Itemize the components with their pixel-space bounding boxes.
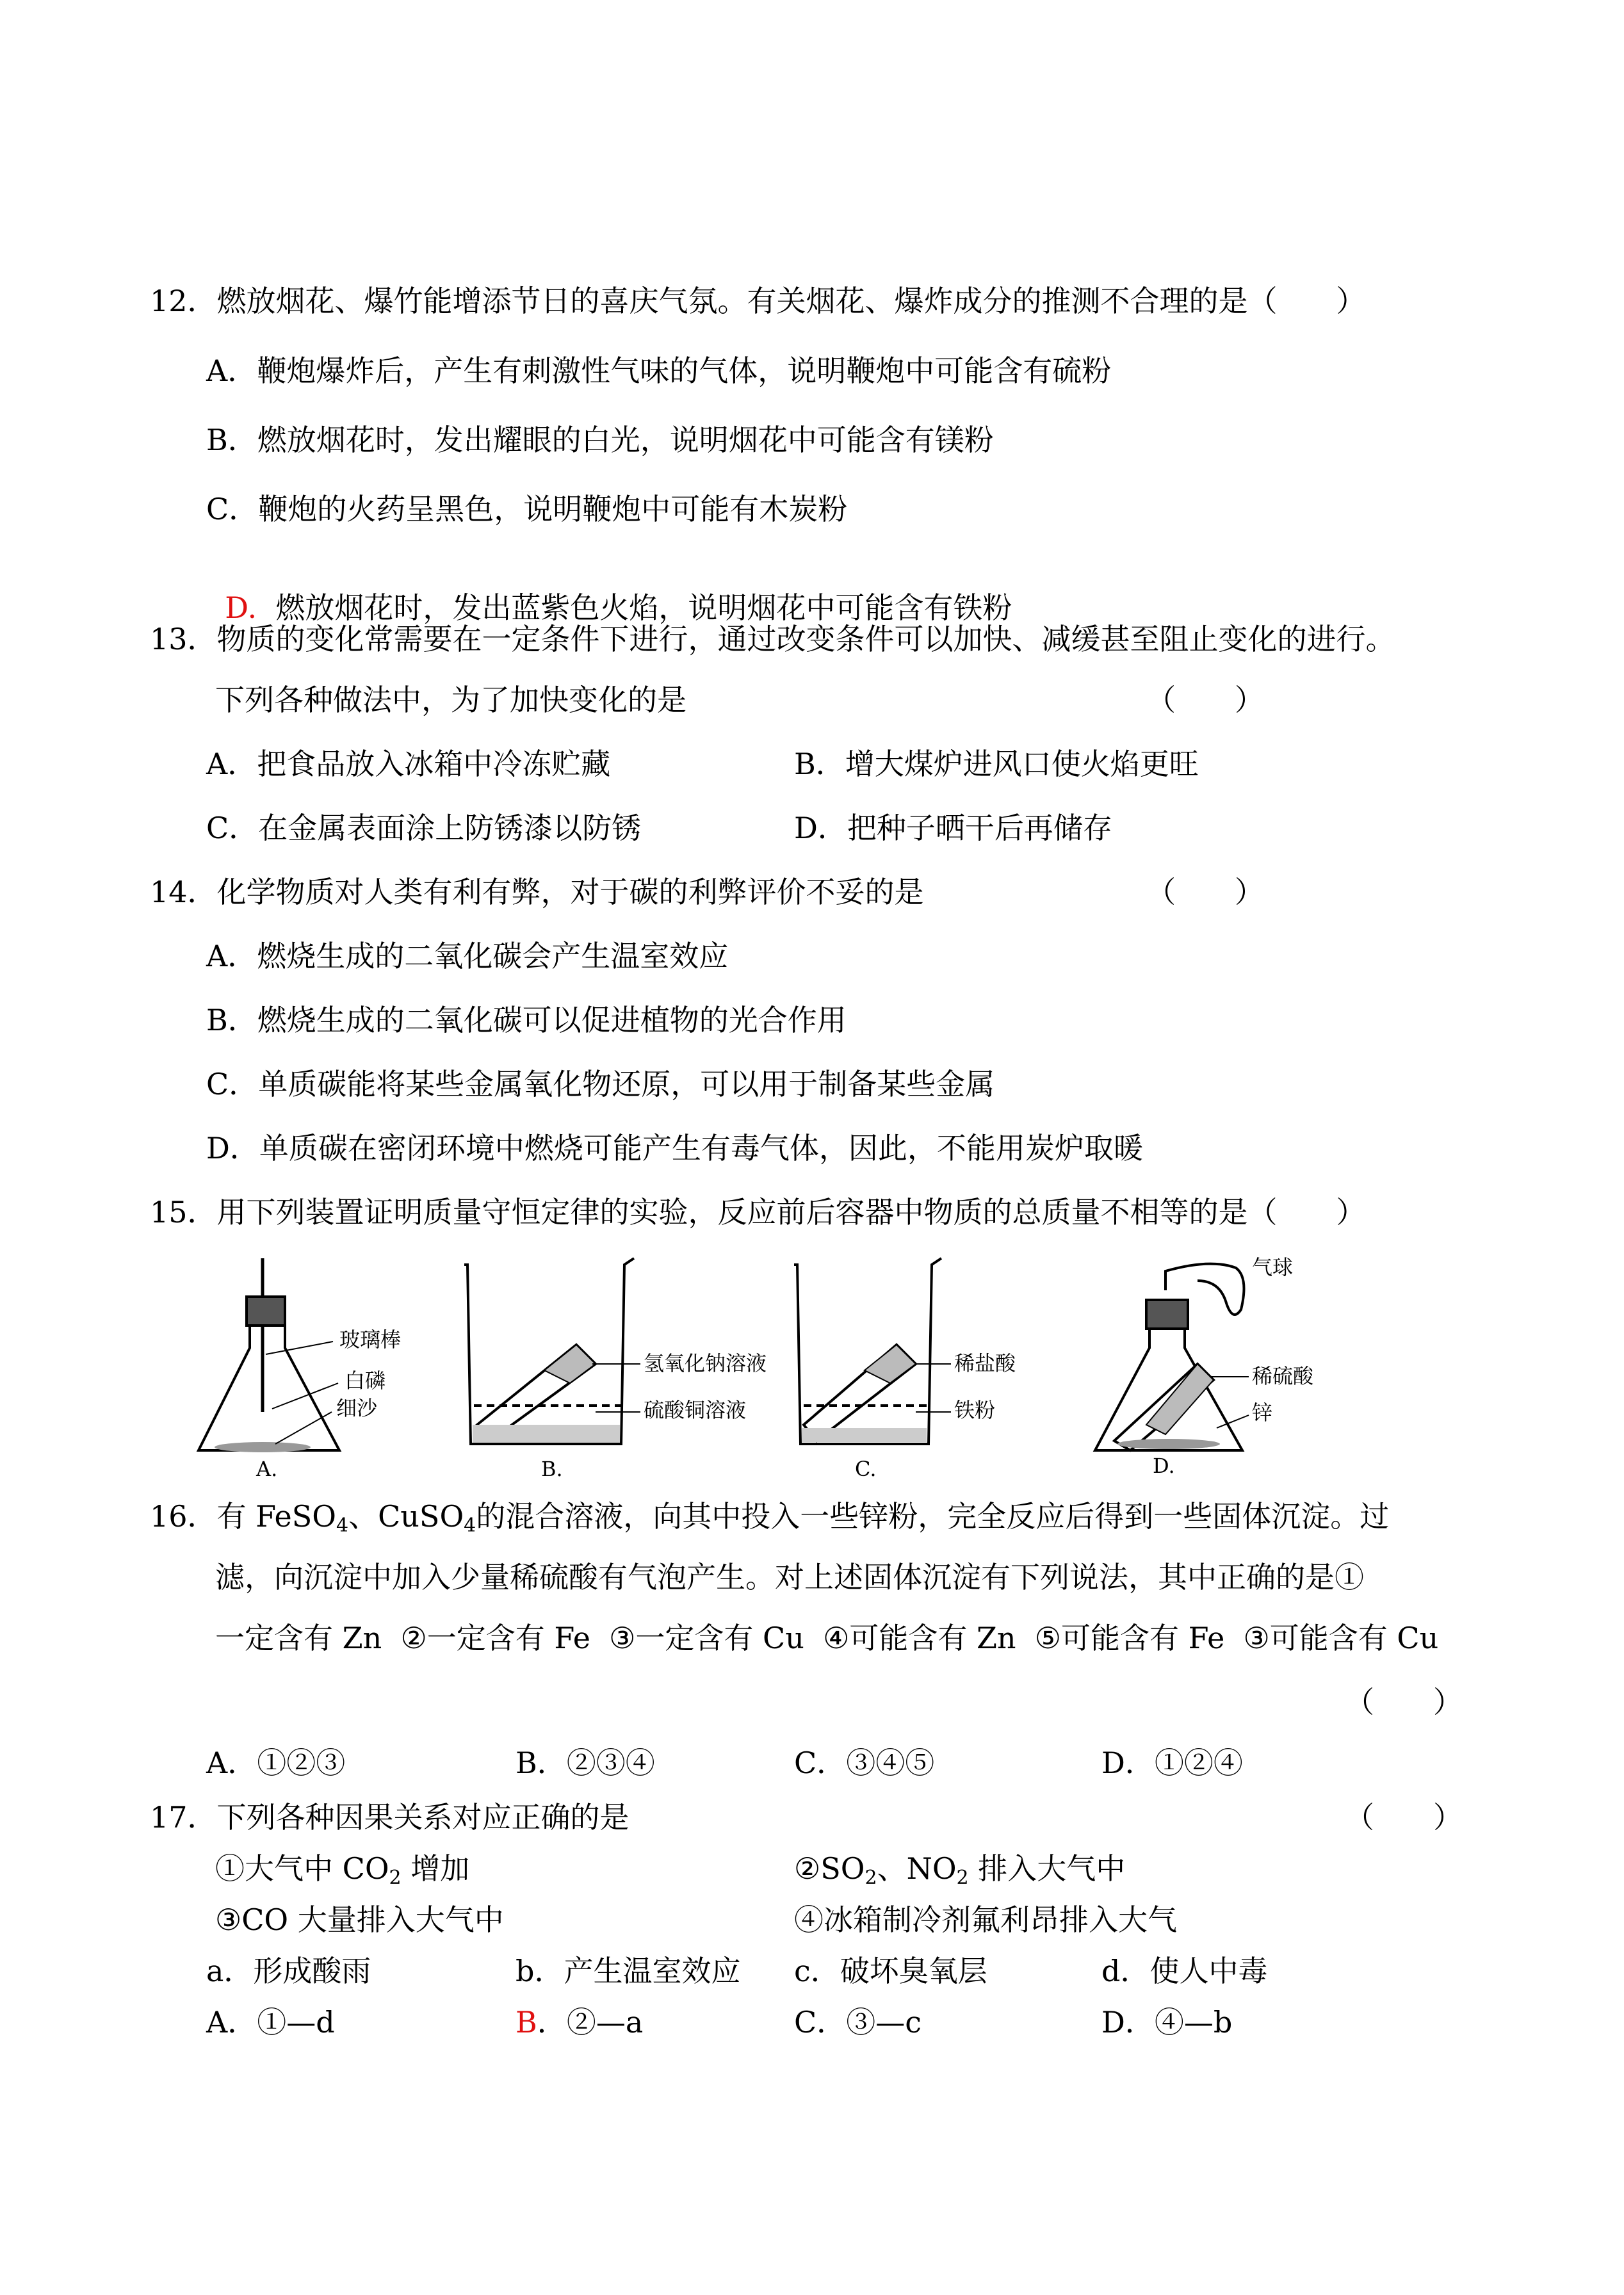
q14-option-a: A．燃烧生成的二氧化碳会产生温室效应	[206, 939, 729, 973]
q17-answer-paren: （ ）	[1345, 1800, 1463, 1835]
q16-option-c: C．③④⑤	[794, 1746, 935, 1780]
q16-stem-line3: 一定含有 Zn ②一定含有 Fe ③一定含有 Cu ④可能含有 Zn ⑤可能含有 Fe ③可能含有 Cu	[215, 1621, 1439, 1655]
q17-cause-3: ③CO 大量排入大气中	[215, 1902, 504, 1937]
label-fine-sand: 细沙	[336, 1396, 378, 1420]
q13-stem-line2: 下列各种做法中，为了加快变化的是	[215, 683, 686, 717]
label-cuso4-solution: 硫酸铜溶液	[644, 1398, 747, 1422]
label-glass-rod: 玻璃棒	[339, 1327, 402, 1352]
label-naoh-solution: 氢氧化钠溶液	[644, 1351, 767, 1375]
q17-cause-4: ④冰箱制冷剂氟利昂排入大气	[794, 1902, 1177, 1937]
q14-answer-paren: （ ）	[1146, 875, 1264, 909]
q16-option-d: D．①②④	[1101, 1746, 1243, 1780]
q13-option-c: C．在金属表面涂上防锈漆以防锈	[206, 811, 642, 845]
q17-effect-a: a．形成酸雨	[206, 1954, 371, 1988]
q14-option-c: C．单质碳能将某些金属氧化物还原，可以用于制备某些金属	[206, 1067, 995, 1101]
q17-option-b-text: ．②—a	[537, 2005, 644, 2040]
q16-stem-line1: 16．有 FeSO$_4$、CuSO$_4$的混合溶液，向其中投入一些锌粉，完全反应后得到一些固体沉淀。过	[150, 1499, 1390, 1537]
q15-apparatus-figure	[186, 1252, 1466, 1482]
q13-stem-line1: 13．物质的变化常需要在一定条件下进行，通过改变条件可以加快、减缓甚至阻止变化的进行。	[150, 622, 1395, 656]
q16-option-a: A．①②③	[206, 1746, 346, 1780]
q17-stem: 17．下列各种因果关系对应正确的是	[150, 1800, 629, 1835]
q16-option-b: B．②③④	[516, 1746, 655, 1780]
q17-option-b	[516, 2005, 644, 2040]
q17-option-b-letter: B	[516, 2005, 537, 2040]
label-iron-powder: 铁粉	[954, 1398, 996, 1422]
q14-option-d: D．单质碳在密闭环境中燃烧可能产生有毒气体，因此，不能用炭炉取暖	[206, 1131, 1143, 1165]
caption-c: C.	[855, 1457, 877, 1481]
q17-cause-1: ①大气中 $CO_2$ 增加	[215, 1851, 470, 1889]
caption-d: D.	[1153, 1454, 1175, 1478]
q16-answer-paren: （ ）	[1345, 1685, 1463, 1719]
q17-effect-b: b．产生温室效应	[516, 1954, 741, 1988]
q17-option-c: C．③—c	[794, 2005, 922, 2040]
q17-effect-c: c．破坏臭氧层	[794, 1954, 987, 1988]
caption-b: B.	[541, 1457, 563, 1481]
q12-option-b: B．燃放烟花时，发出耀眼的白光，说明烟花中可能含有镁粉	[206, 423, 994, 457]
apparatus-c	[794, 1258, 951, 1444]
label-dilute-h2so4: 稀硫酸	[1252, 1364, 1314, 1388]
label-zinc: 锌	[1252, 1400, 1273, 1425]
q15-stem: 15．用下列装置证明质量守恒定律的实验，反应前后容器中物质的总质量不相等的是（ ）	[150, 1195, 1366, 1229]
q16-stem-line2: 滤，向沉淀中加入少量稀硫酸有气泡产生。对上述固体沉淀有下列说法，其中正确的是①	[215, 1560, 1364, 1594]
q17-option-d: D．④—b	[1101, 2005, 1233, 2040]
apparatus-d	[1095, 1264, 1249, 1450]
label-balloon: 气球	[1252, 1255, 1294, 1279]
q14-option-b: B．燃烧生成的二氧化碳可以促进植物的光合作用	[206, 1003, 847, 1037]
caption-a: A.	[256, 1457, 278, 1481]
q12-option-d-letter: D.	[225, 590, 257, 625]
q12-option-d	[206, 564, 1012, 625]
q14-stem: 14．化学物质对人类有利有弊，对于碳的利弊评价不妥的是	[150, 875, 924, 909]
apparatus-a	[199, 1258, 339, 1452]
q13-option-a: A．把食品放入冰箱中冷冻贮藏	[206, 747, 611, 781]
q12-option-d-text: 燃放烟花时，发出蓝紫色火焰，说明烟花中可能含有铁粉	[275, 590, 1012, 625]
q13-answer-paren: （ ）	[1146, 683, 1264, 717]
q12-option-c: C．鞭炮的火药呈黑色，说明鞭炮中可能有木炭粉	[206, 492, 848, 526]
label-white-phosphorus: 白磷	[345, 1368, 386, 1393]
q13-option-d: D．把种子晒干后再储存	[794, 811, 1112, 845]
apparatus-b	[464, 1258, 640, 1444]
q12-stem: 12．燃放烟花、爆竹能增添节日的喜庆气氛。有关烟花、爆炸成分的推测不合理的是（ ）	[150, 284, 1366, 318]
q17-option-a: A．①—d	[206, 2005, 335, 2040]
q17-cause-2: $②SO_2$、$NO_2$ 排入大气中	[794, 1851, 1126, 1889]
label-dilute-hcl: 稀盐酸	[954, 1351, 1016, 1375]
q13-option-b: B．增大煤炉进风口使火焰更旺	[794, 747, 1199, 781]
q12-option-a: A．鞭炮爆炸后，产生有刺激性气味的气体，说明鞭炮中可能含有硫粉	[206, 353, 1112, 388]
q17-effect-d: d．使人中毒	[1101, 1954, 1268, 1988]
